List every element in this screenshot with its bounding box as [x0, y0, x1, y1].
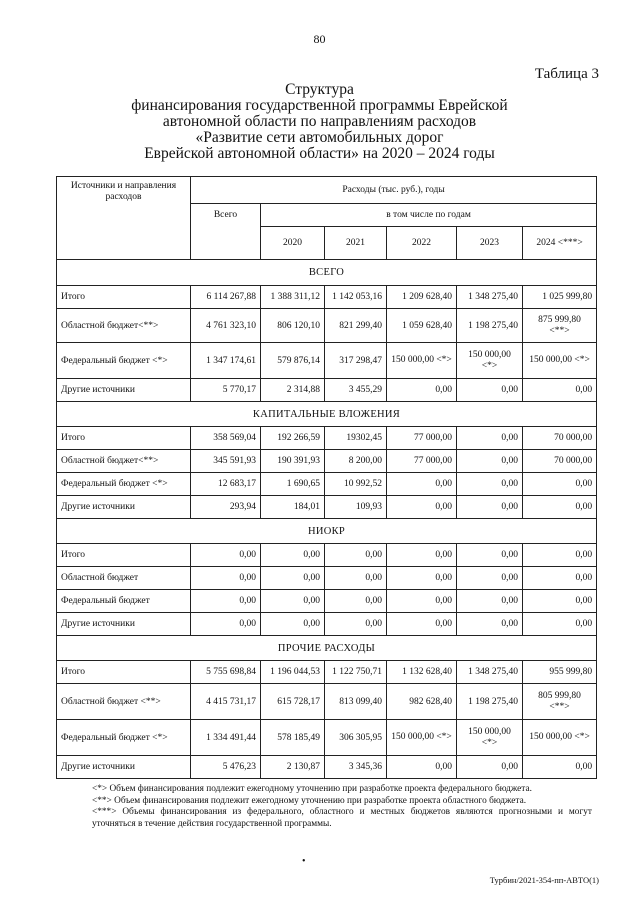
cell-value: 0,00: [523, 473, 597, 496]
footnotes: [92, 784, 592, 830]
title-line: Еврейской автономной области» на 2020 – 2024 годы: [144, 145, 495, 162]
table-row: [57, 590, 597, 613]
row-label: Итого: [57, 661, 191, 684]
cell-value: 2 314,88: [261, 379, 325, 402]
cell-value: 77 000,00: [387, 427, 457, 450]
table-row: [57, 309, 597, 343]
cell-value: 0,00: [523, 379, 597, 402]
table-row: [57, 567, 597, 590]
header-year: 2020: [261, 227, 325, 260]
cell-value: 982 628,40: [387, 684, 457, 720]
header-sources: Источники и направления расходов: [57, 177, 191, 260]
footnote: <**> Объем финансирования подлежит ежегодному уточнению при разработке проекта областного бюджета.: [92, 795, 527, 806]
cell-value: 579 876,14: [261, 343, 325, 379]
footnote: <***> Объемы финансирования из федерального, областного и местных бюджетов являются прогнозными и могут уточняться в течение действия государственной программы.: [92, 807, 592, 829]
cell-value: 190 391,93: [261, 450, 325, 473]
cell-value: 0,00: [457, 427, 523, 450]
cell-value: 0,00: [387, 473, 457, 496]
row-label: Федеральный бюджет <*>: [57, 473, 191, 496]
cell-value: 1 122 750,71: [325, 661, 387, 684]
section-title: КАПИТАЛЬНЫЕ ВЛОЖЕНИЯ: [57, 402, 597, 427]
cell-value: 0,00: [387, 544, 457, 567]
cell-value: 150 000,00 <*>: [457, 343, 523, 379]
header-total: Всего: [191, 204, 261, 260]
cell-value: 0,00: [325, 613, 387, 636]
dot-mark: •: [302, 856, 306, 867]
row-label: Областной бюджет <**>: [57, 684, 191, 720]
cell-value: 1 198 275,40: [457, 309, 523, 343]
row-label: Областной бюджет<**>: [57, 309, 191, 343]
cell-value: 0,00: [325, 544, 387, 567]
cell-value: 1 209 628,40: [387, 286, 457, 309]
cell-value: 615 728,17: [261, 684, 325, 720]
cell-value: 109,93: [325, 496, 387, 519]
cell-value: 0,00: [523, 756, 597, 779]
row-label: Итого: [57, 544, 191, 567]
cell-value: 0,00: [457, 567, 523, 590]
page-number: 80: [313, 32, 326, 46]
cell-value: 578 185,49: [261, 720, 325, 756]
cell-value: 0,00: [387, 379, 457, 402]
cell-value: 1 132 628,40: [387, 661, 457, 684]
cell-value: 2 130,87: [261, 756, 325, 779]
header-expenses: Расходы (тыс. руб.), годы: [191, 177, 597, 204]
cell-value: 0,00: [261, 613, 325, 636]
cell-value: 0,00: [191, 590, 261, 613]
table-row: [57, 427, 597, 450]
table-row: [57, 544, 597, 567]
header-by-years: в том числе по годам: [261, 204, 597, 227]
cell-value: 4 415 731,17: [191, 684, 261, 720]
section-title: НИОКР: [57, 519, 597, 544]
cell-value: 1 347 174,61: [191, 343, 261, 379]
header-year: 2024 <***>: [523, 227, 597, 260]
cell-value: 293,94: [191, 496, 261, 519]
cell-value: 0,00: [261, 567, 325, 590]
cell-value: 1 142 053,16: [325, 286, 387, 309]
cell-value: 0,00: [191, 613, 261, 636]
cell-value: 184,01: [261, 496, 325, 519]
table-row: [57, 343, 597, 379]
cell-value: 0,00: [457, 756, 523, 779]
row-label: Другие источники: [57, 613, 191, 636]
cell-value: 0,00: [387, 756, 457, 779]
row-label: Федеральный бюджет: [57, 590, 191, 613]
cell-value: 0,00: [523, 567, 597, 590]
cell-value: 0,00: [457, 544, 523, 567]
cell-value: 805 999,80 <**>: [523, 684, 597, 720]
cell-value: 0,00: [457, 496, 523, 519]
cell-value: 0,00: [523, 544, 597, 567]
cell-value: 1 025 999,80: [523, 286, 597, 309]
cell-value: 0,00: [387, 590, 457, 613]
cell-value: 1 348 275,40: [457, 661, 523, 684]
cell-value: 5 755 698,84: [191, 661, 261, 684]
cell-value: 0,00: [523, 590, 597, 613]
cell-value: 3 345,36: [325, 756, 387, 779]
row-label: Областной бюджет: [57, 567, 191, 590]
financing-table: [56, 176, 597, 779]
cell-value: 0,00: [261, 590, 325, 613]
cell-value: 0,00: [325, 567, 387, 590]
cell-value: 813 099,40: [325, 684, 387, 720]
row-label: Итого: [57, 286, 191, 309]
cell-value: 0,00: [387, 496, 457, 519]
cell-value: 0,00: [523, 613, 597, 636]
title-line: Структура: [285, 81, 354, 98]
cell-value: 150 000,00 <*>: [523, 720, 597, 756]
cell-value: 150 000,00 <*>: [457, 720, 523, 756]
cell-value: 0,00: [387, 567, 457, 590]
cell-value: 0,00: [191, 567, 261, 590]
cell-value: 1 198 275,40: [457, 684, 523, 720]
table-label: Таблица 3: [534, 66, 599, 82]
table-row: [57, 286, 597, 309]
cell-value: 10 992,52: [325, 473, 387, 496]
row-label: Федеральный бюджет <*>: [57, 343, 191, 379]
cell-value: 1 348 275,40: [457, 286, 523, 309]
cell-value: 0,00: [457, 590, 523, 613]
cell-value: 1 388 311,12: [261, 286, 325, 309]
header-year: 2021: [325, 227, 387, 260]
cell-value: 77 000,00: [387, 450, 457, 473]
row-label: Другие источники: [57, 756, 191, 779]
cell-value: 306 305,95: [325, 720, 387, 756]
title-line: автономной области по направлениям расходов: [162, 113, 477, 130]
cell-value: 70 000,00: [523, 427, 597, 450]
cell-value: 4 761 323,10: [191, 309, 261, 343]
cell-value: 806 120,10: [261, 309, 325, 343]
cell-value: 150 000,00 <*>: [523, 343, 597, 379]
document-footer: Турбин/2021-354-пп-АВТО(1): [489, 875, 599, 885]
row-label: Областной бюджет<**>: [57, 450, 191, 473]
cell-value: 192 266,59: [261, 427, 325, 450]
cell-value: 1 059 628,40: [387, 309, 457, 343]
cell-value: 0,00: [261, 544, 325, 567]
cell-value: 150 000,00 <*>: [387, 720, 457, 756]
cell-value: 1 690,65: [261, 473, 325, 496]
cell-value: 0,00: [457, 473, 523, 496]
cell-value: 0,00: [191, 544, 261, 567]
cell-value: 19302,45: [325, 427, 387, 450]
cell-value: 70 000,00: [523, 450, 597, 473]
cell-value: 1 334 491,44: [191, 720, 261, 756]
table-row: [57, 613, 597, 636]
cell-value: 8 200,00: [325, 450, 387, 473]
table-row: [57, 684, 597, 720]
table-row: [57, 450, 597, 473]
cell-value: 0,00: [523, 496, 597, 519]
cell-value: 5 476,23: [191, 756, 261, 779]
title-line: «Развитие сети автомобильных дорог: [195, 129, 444, 146]
title-line: финансирования государственной программы Еврейской: [131, 97, 508, 114]
cell-value: 0,00: [325, 590, 387, 613]
cell-value: 6 114 267,88: [191, 286, 261, 309]
cell-value: 345 591,93: [191, 450, 261, 473]
cell-value: 0,00: [387, 613, 457, 636]
header-year: 2023: [457, 227, 523, 260]
cell-value: 358 569,04: [191, 427, 261, 450]
table-row: [57, 661, 597, 684]
cell-value: 3 455,29: [325, 379, 387, 402]
cell-value: 317 298,47: [325, 343, 387, 379]
cell-value: 821 299,40: [325, 309, 387, 343]
row-label: Другие источники: [57, 496, 191, 519]
cell-value: 0,00: [457, 613, 523, 636]
row-label: Федеральный бюджет <*>: [57, 720, 191, 756]
cell-value: 875 999,80 <**>: [523, 309, 597, 343]
cell-value: 955 999,80: [523, 661, 597, 684]
cell-value: 150 000,00 <*>: [387, 343, 457, 379]
table-row: [57, 756, 597, 779]
row-label: Другие источники: [57, 379, 191, 402]
table-row: [57, 496, 597, 519]
table-title: [0, 82, 639, 162]
section-title: ВСЕГО: [57, 260, 597, 286]
cell-value: 5 770,17: [191, 379, 261, 402]
table-row: [57, 379, 597, 402]
row-label: Итого: [57, 427, 191, 450]
cell-value: 1 196 044,53: [261, 661, 325, 684]
section-title: ПРОЧИЕ РАСХОДЫ: [57, 636, 597, 661]
cell-value: 0,00: [457, 450, 523, 473]
cell-value: 12 683,17: [191, 473, 261, 496]
footnote: <*> Объем финансирования подлежит ежегодному уточнению при разработке проекта федерального бюджета.: [92, 784, 532, 794]
header-year: 2022: [387, 227, 457, 260]
cell-value: 0,00: [457, 379, 523, 402]
table-row: [57, 473, 597, 496]
table-row: [57, 720, 597, 756]
